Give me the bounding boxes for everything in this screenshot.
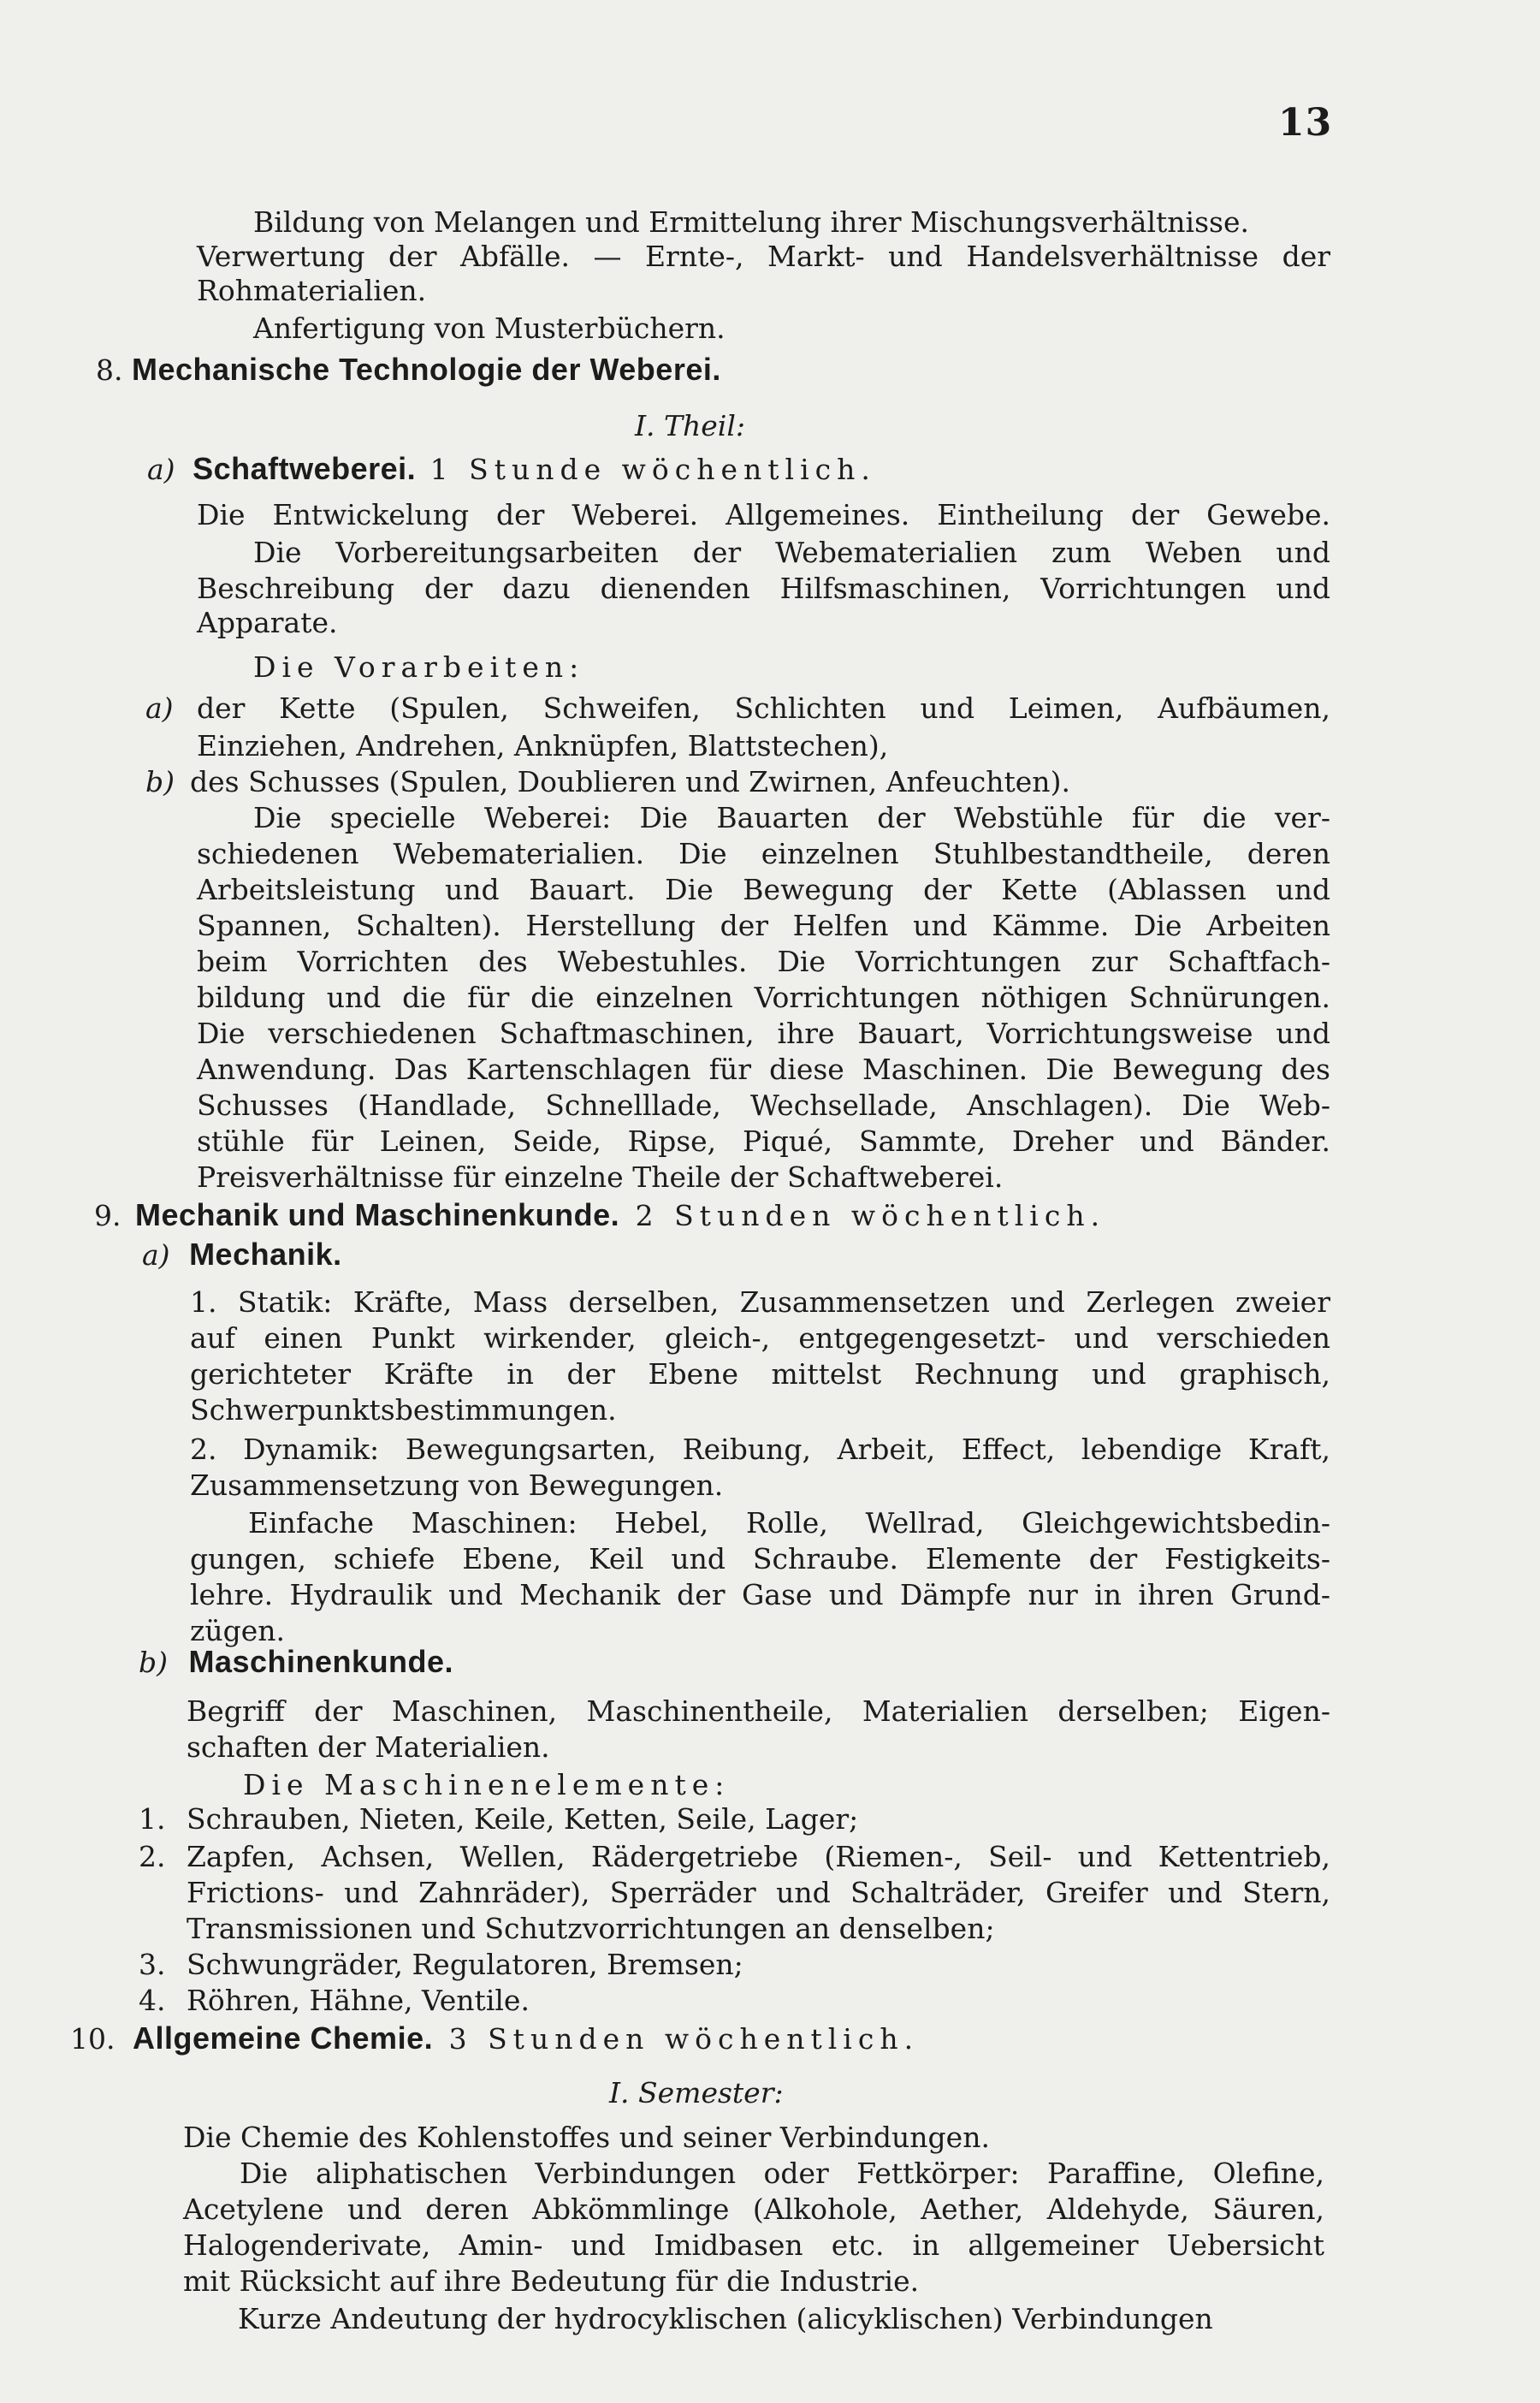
- list-item: Zapfen, Achsen, Wellen, Rädergetriebe (Riemen-, Seil- und Kettentrieb,: [187, 1840, 1330, 1873]
- body-line: Schwerpunktsbestimmungen.: [190, 1393, 617, 1427]
- body-line: Beschreibung der dazu dienenden Hilfsmaschinen, Vorrichtungen und: [197, 572, 1330, 605]
- subsection-title: Maschinenkunde.: [188, 1644, 454, 1679]
- list-item: Transmissionen und Schutzvorrichtungen an denselben;: [187, 1912, 995, 1945]
- list-number: 4.: [139, 1984, 166, 2017]
- elemente-label: Die Maschinenelemente:: [243, 1768, 731, 1801]
- vorarbeiten-label: Die Vorarbeiten:: [253, 650, 585, 684]
- section-title: Mechanische Technologie der Weberei.: [132, 352, 721, 387]
- body-line: Die Vorbereitungsarbeiten der Webematerialien zum Weben und: [253, 536, 1330, 569]
- body-line: gungen, schiefe Ebene, Keil und Schraube. Elemente der Festigkeits-: [190, 1542, 1330, 1575]
- body-line: zügen.: [190, 1614, 286, 1647]
- section-10-heading: [70, 2021, 919, 2056]
- subsection-b-heading: [139, 1645, 453, 1680]
- list-item: Frictions- und Zahnräder), Sperräder und Schalträder, Greifer und Stern,: [187, 1876, 1330, 1909]
- body-line: Anwendung. Das Kartenschlagen für diese Maschinen. Die Bewegung des: [197, 1053, 1330, 1086]
- list-item: Einziehen, Andrehen, Anknüpfen, Blattstechen),: [197, 729, 889, 762]
- list-item: der Kette (Spulen, Schweifen, Schlichten und Leimen, Aufbäumen,: [197, 691, 1330, 725]
- list-marker: a): [142, 1238, 170, 1272]
- body-line: Einfache Maschinen: Hebel, Rolle, Wellrad, Gleichgewichtsbedin-: [248, 1506, 1330, 1540]
- body-line: Die Chemie des Kohlenstoffes und seiner Verbindungen.: [183, 2121, 990, 2154]
- body-line: bildung und die für die einzelnen Vorrichtungen nöthigen Schnürungen.: [197, 981, 1330, 1014]
- body-line: gerichteter Kräfte in der Ebene mittelst Rechnung und graphisch,: [190, 1357, 1330, 1391]
- body-line: 1. Statik: Kräfte, Mass derselben, Zusammensetzen und Zerlegen zweier: [190, 1285, 1330, 1319]
- list-marker: a): [147, 453, 175, 486]
- intro-line: Verwertung der Abfälle. — Ernte-, Markt- und Handelsverhältnisse der: [197, 240, 1330, 273]
- body-line: Zusammensetzung von Bewegungen.: [190, 1468, 724, 1502]
- list-item: des Schusses (Spulen, Doublieren und Zwirnen, Anfeuchten).: [190, 765, 1070, 798]
- page-number: 13: [1278, 101, 1333, 145]
- list-marker: b): [145, 765, 175, 798]
- body-line: Die Entwickelung der Weberei. Allgemeines. Eintheilung der Gewebe.: [197, 498, 1330, 531]
- body-line: Die aliphatischen Verbindungen oder Fettkörper: Paraffine, Olefine,: [240, 2157, 1324, 2190]
- list-number: 1.: [139, 1802, 166, 1836]
- body-line: Apparate.: [197, 606, 338, 639]
- hours-label: 1 Stunde wöchentlich.: [429, 453, 876, 486]
- body-line: Begriff der Maschinen, Maschinentheile, Materialien derselben; Eigen-: [187, 1694, 1330, 1728]
- section-title: Allgemeine Chemie.: [132, 2020, 434, 2056]
- body-line: Schusses (Handlade, Schnelllade, Wechsellade, Anschlagen). Die Web-: [197, 1089, 1330, 1122]
- section-title: Mechanik und Maschinenkunde.: [135, 1197, 620, 1232]
- subsection-a-heading: [142, 1237, 342, 1273]
- list-item: Schrauben, Nieten, Keile, Ketten, Seile, Lager;: [187, 1802, 859, 1836]
- body-line: Die specielle Weberei: Die Bauarten der Webstühle für die ver-: [253, 801, 1330, 834]
- body-line: Acetylene und deren Abkömmlinge (Alkohole, Aether, Aldehyde, Säuren,: [183, 2192, 1324, 2226]
- section-number: 9.: [94, 1199, 121, 1232]
- part-label: I. Theil:: [635, 409, 746, 442]
- body-line: auf einen Punkt wirkender, gleich-, entgegengesetzt- und verschieden: [190, 1321, 1330, 1355]
- subsection-a-heading: [147, 452, 876, 487]
- body-line: schiedenen Webematerialien. Die einzelnen Stuhlbestandtheile, deren: [197, 837, 1330, 870]
- hours-label: 3 Stunden wöchentlich.: [448, 2022, 920, 2056]
- body-line: Spannen, Schalten). Herstellung der Helfen und Kämme. Die Arbeiten: [197, 909, 1330, 942]
- list-marker: a): [145, 691, 174, 725]
- section-9-heading: [94, 1198, 1105, 1233]
- intro-line: Anfertigung von Musterbüchern.: [253, 312, 726, 345]
- body-line: Kurze Andeutung der hydrocyklischen (alicyklischen) Verbindungen: [238, 2302, 1213, 2335]
- list-number: 2.: [139, 1840, 166, 1873]
- subsection-title: Mechanik.: [189, 1237, 342, 1272]
- body-line: Preisverhältnisse für einzelne Theile der Schaftweberei.: [197, 1160, 1004, 1194]
- list-number: 3.: [139, 1948, 166, 1981]
- body-line: lehre. Hydraulik und Mechanik der Gase und Dämpfe nur in ihren Grund-: [190, 1578, 1330, 1611]
- body-line: Halogenderivate, Amin- und Imidbasen etc. in allgemeiner Uebersicht: [183, 2228, 1324, 2262]
- hours-label: 2 Stunden wöchentlich.: [635, 1199, 1106, 1232]
- body-line: Die verschiedenen Schaftmaschinen, ihre Bauart, Vorrichtungsweise und: [197, 1017, 1330, 1050]
- body-line: mit Rücksicht auf ihre Bedeutung für die Industrie.: [183, 2264, 920, 2298]
- body-line: Arbeitsleistung und Bauart. Die Bewegung der Kette (Ablassen und: [197, 873, 1330, 906]
- list-item: Schwungräder, Regulatoren, Bremsen;: [187, 1948, 743, 1981]
- body-line: 2. Dynamik: Bewegungsarten, Reibung, Arbeit, Effect, lebendige Kraft,: [190, 1433, 1330, 1466]
- list-item: Röhren, Hähne, Ventile.: [187, 1984, 530, 2017]
- intro-line: Bildung von Melangen und Ermittelung ihrer Mischungsverhältnisse.: [253, 205, 1249, 239]
- semester-label: I. Semester:: [609, 2076, 784, 2109]
- section-number: 10.: [70, 2022, 116, 2056]
- intro-line: Rohmaterialien.: [197, 274, 427, 307]
- section-number: 8.: [96, 353, 123, 387]
- subsection-title: Schaftweberei.: [192, 451, 417, 486]
- body-line: stühle für Leinen, Seide, Ripse, Piqué, Sammte, Dreher und Bänder.: [197, 1124, 1330, 1158]
- list-marker: b): [139, 1646, 168, 1679]
- section-8-heading: [96, 353, 721, 388]
- body-line: beim Vorrichten des Webestuhles. Die Vorrichtungen zur Schaftfach-: [197, 945, 1330, 978]
- body-line: schaften der Materialien.: [187, 1730, 550, 1764]
